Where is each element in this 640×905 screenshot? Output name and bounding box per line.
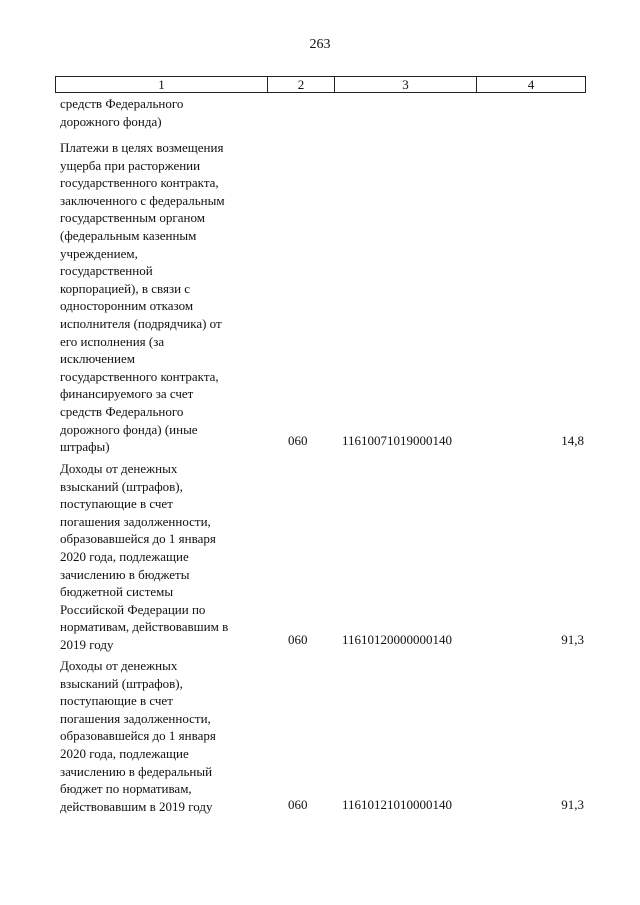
row-description: Доходы от денежных взысканий (штрафов), поступающие в счет погашения задолженности, образовавшейся до 1 января 2020 года, подлежащие зачислению в федеральный бюджет по нормативам, действовавшим в 2019 году <box>60 658 216 814</box>
row-budget-code: 11610121010000140 <box>342 797 453 812</box>
column-3-header: 3 <box>334 77 476 92</box>
row-admin-code: 060 <box>288 632 308 647</box>
page-number: 263 <box>309 37 331 52</box>
row-amount: 91,3 <box>561 632 584 647</box>
row-amount: 91,3 <box>561 797 584 812</box>
table-column-header <box>55 76 586 93</box>
column-4-header: 4 <box>476 77 585 92</box>
row-description: Доходы от денежных взысканий (штрафов), поступающие в счет погашения задолженности, образовавшейся до 1 января 2020 года, подлежащие зачислению в бюджеты бюджетной системы Российской Федерации по нормативам, действовавшим в 2019 году <box>60 461 229 652</box>
row-budget-code: 11610071019000140 <box>342 433 453 448</box>
column-1-header: 1 <box>158 77 165 92</box>
row-description: средств Федерального дорожного фонда) <box>60 96 184 129</box>
row-budget-code: 11610120000000140 <box>342 632 453 647</box>
row-admin-code: 060 <box>288 797 308 812</box>
column-2-header: 2 <box>267 77 334 92</box>
row-description: Платежи в целях возмещения ущерба при расторжении государственного контракта, заключенного с федеральным государственным органом (федеральным казенным учреждением, государственной корпорацией), в связи с односторонним отказом исполнителя (подрядчика) от его исполнения (за исключением государственного контракта, финансируемого за счет средств Федерального дорожного фонда) (иные штрафы) <box>60 140 225 455</box>
row-amount: 14,8 <box>561 433 584 448</box>
row-admin-code: 060 <box>288 433 308 448</box>
